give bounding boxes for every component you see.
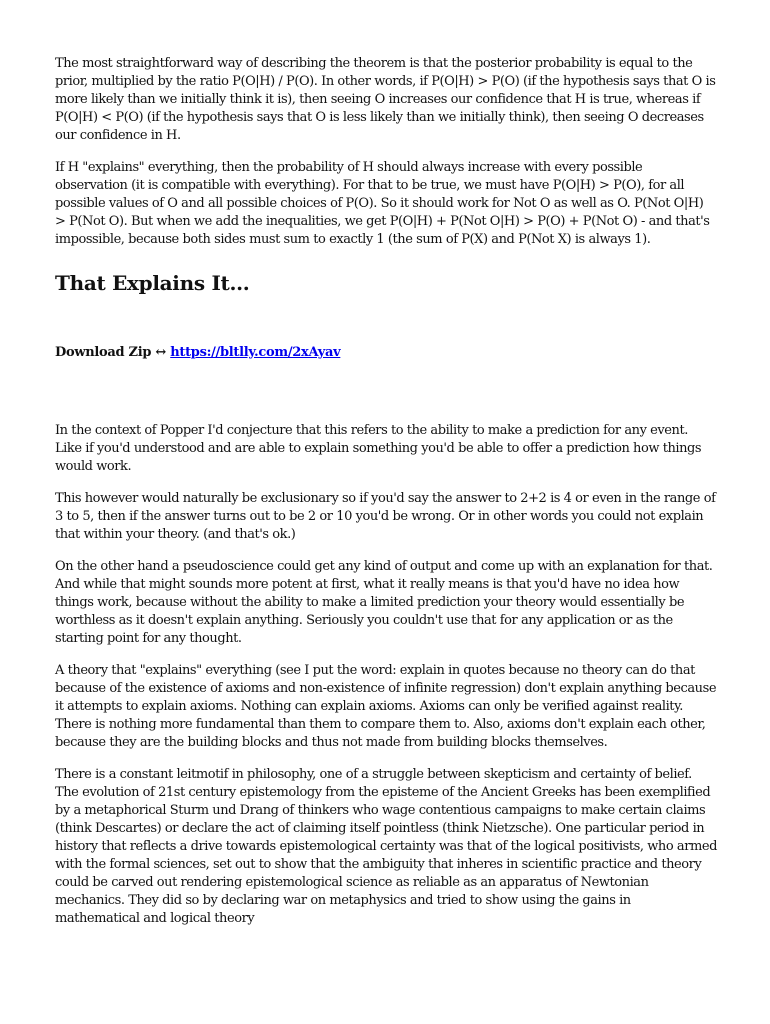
paragraph: If H "explains" everything, then the probability of H should always increase with every possible observation (it is compatible with everything). For that to be true, we must have P(O|H) > P(O), for all possible values of O and all possible choices of P(O). So it should work for Not O as well as O. P(Not O|H) > P(Not O). But when we add the inequalities, we get P(O|H) + P(Not O|H) > P(O) + P(Not O) - and that's impossible, because both sides must sum to exactly 1 (the sum of P(X) and P(Not X) is always 1). (55, 160, 710, 247)
paragraph: There is a constant leitmotif in philosophy, one of a struggle between skepticism and certainty of belief. The evolution of 21st century epistemology from the episteme of the Ancient Greeks has been exemplified by a metaphorical Sturm und Drang of thinkers who wage contentious campaigns to make certain claims (think Descartes) or declare the act of claiming itself pointless (think Nietzsche). One particular period in history that reflects a drive towards epistemological certainty was that of the logical positivists, who armed with the formal sciences, set out to show that the ambiguity that inheres in scientific practice and theory could be carved out rendering epistemological science as reliable as an apparatus of Newtonian mechanics. They did so by declaring war on metaphysics and tried to show using the gains in mathematical and logical theory (55, 767, 717, 926)
download-link[interactable]: https://bltlly.com/2xAyav (170, 345, 341, 360)
paragraph: This however would naturally be exclusionary so if you'd say the answer to 2+2 is 4 or even in the range of 3 to 5, then if the answer turns out to be 2 or 10 you'd be wrong. Or in other words you could not explain that within your theory. (and that's ok.) (55, 491, 716, 542)
paragraph: The most straightforward way of describing the theorem is that the posterior probability is equal to the prior, multiplied by the ratio P(O|H) / P(O). In other words, if P(O|H) > P(O) (if the hypothesis says that O is more likely than we initially think it is), then seeing O increases our confidence that H is true, whereas if P(O|H) < P(O) (if the hypothesis says that O is less likely than we initially think), then seeing O decreases our confidence in H. (55, 56, 716, 143)
paragraph: On the other hand a pseudoscience could get any kind of output and come up with an explanation for that. And while that might sounds more potent at first, what it really means is that you'd have no idea how things work, because without the ability to make a limited prediction your theory would essentially be worthless as it doesn't explain anything. Seriously you couldn't use that for any application or as the starting point for any thought. (55, 559, 713, 646)
paragraph: In the context of Popper I'd conjecture that this refers to the ability to make a prediction for any event. Like if you'd understood and are able to explain something you'd be able to offer a prediction how things would work. (55, 423, 702, 474)
download-line (55, 345, 717, 360)
document-page (55, 55, 717, 942)
section-heading: That Explains It... (55, 271, 250, 295)
download-label: Download Zip ↔ (55, 345, 166, 360)
paragraph: A theory that "explains" everything (see I put the word: explain in quotes because no theory can do that because of the existence of axioms and non-existence of infinite regression) don't explain anything because it attempts to explain axioms. Nothing can explain axioms. Axioms can only be verified against reality. There is nothing more fundamental than them to compare them to. Also, axioms don't explain each other, because they are the building blocks and thus not made from building blocks themselves. (55, 663, 717, 750)
